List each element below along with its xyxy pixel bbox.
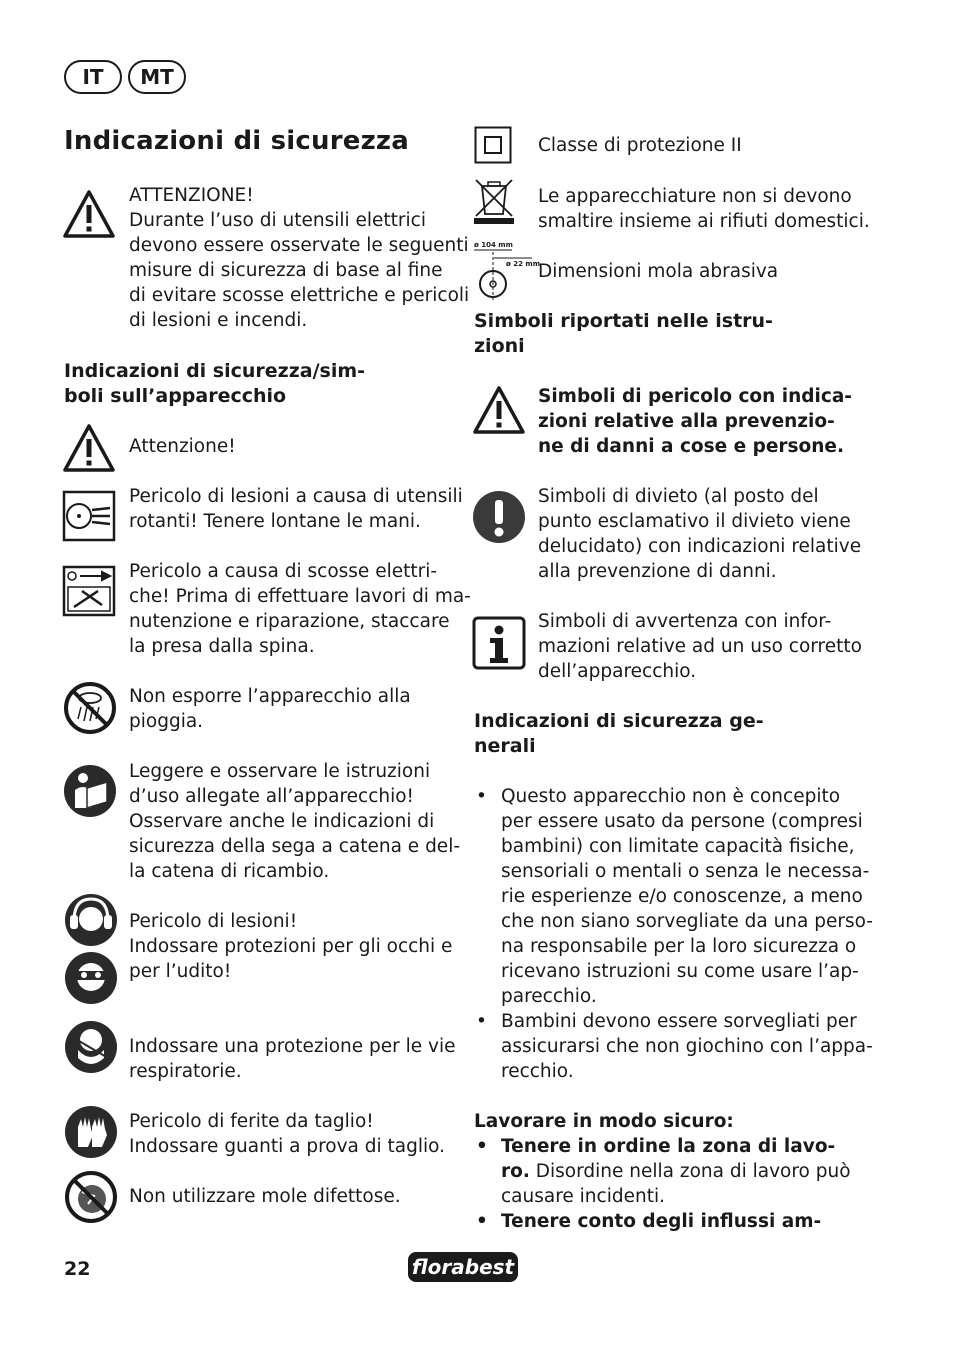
gloves-icon [64,1105,118,1159]
disc-outer-dimension: ø 104 mm [474,241,513,249]
work-safely-heading: Lavorare in modo sicuro: [474,1111,734,1132]
item-eye-ear-protection-text: Pericolo di lesioni! Indossare protezioni per gli occhi e per l’udito! [129,911,453,982]
no-rain-icon [63,681,117,735]
ear-protection-icon [64,893,118,947]
read-manual-icon [63,764,117,818]
page-number: 22 [64,1258,91,1280]
list-item: • Bambini devono essere sorvegliati per assicurarsi che non giochino con l’appa- recchio. [474,1009,874,1084]
page-title: Indicazioni di sicurezza [64,126,409,156]
section-heading-device-symbols: Indicazioni di sicurezza/sim- boli sull’apparecchio [64,360,366,407]
warning-triangle-icon [62,422,116,476]
prohibition-symbols-text: Simboli di divieto (al posto del punto esclamativo il divieto viene delucidato) con indicazioni relative alla prevenzione di danni. [538,486,862,582]
prohibition-exclamation-icon [472,490,526,544]
section-heading-general-safety: Indicazioni di sicurezza ge- nerali [474,710,764,757]
respiratory-mask-icon [64,1020,118,1074]
eye-protection-icon [64,951,118,1005]
list-item: • Tenere in ordine la zona di lavo- ro. Disordine nella zona di lavoro può causare incidenti. [474,1134,874,1209]
warning-intro-text: ATTENZIONE! Durante l’uso di utensili elettrici devono essere osservate le seguenti misure di sicurezza di base al fine di evitare scosse elettriche e pericoli di lesioni e incendi. [129,185,470,331]
section-heading-instruction-symbols: Simboli riportati nelle istru- zioni [474,310,773,357]
warning-triangle-icon [472,384,526,438]
item-rotating-tools-text: Pericolo di lesioni a causa di utensili rotanti! Tenere lontane le mani. [129,486,463,532]
warning-triangle-icon [62,188,116,242]
item-read-manual-text: Leggere e osservare le istruzioni d’uso allegate all’apparecchio! Osservare anche le indicazioni di sicurezza della sega a catena e del- la catena di ricambio. [129,761,461,882]
brand-logo: florabest [408,1252,518,1282]
info-icon [472,616,526,670]
crossed-bin-icon [474,178,514,224]
item-no-rain-text: Non esporre l’apparecchio alla pioggia. [129,686,411,732]
item-attention-text: Attenzione! [129,436,236,457]
protection-class-ii-icon [474,126,512,164]
item-electric-shock-text: Pericolo a causa di scosse elettri- che! Prima di effettuare lavori di ma- nutenzione e riparazione, staccare la presa dalla spina. [129,561,471,657]
general-safety-list [474,784,874,1084]
disc-inner-dimension: ø 22 mm [506,260,541,268]
language-tabs [64,60,186,94]
electric-shock-plug-icon [62,565,116,619]
item-gloves-text: Pericolo di ferite da taglio! Indossare guanti a prova di taglio. [129,1111,446,1157]
item-respiratory-text: Indossare una protezione per le vie respiratorie. [129,1036,456,1082]
item-defective-disc-text: Non utilizzare mole difettose. [129,1186,401,1207]
disc-dimensions-icon [472,238,541,304]
work-safely-list [474,1134,874,1234]
lang-tab-it: IT [64,60,122,94]
disc-dimensions-text: Dimensioni mola abrasiva [538,261,779,282]
list-item: • Questo apparecchio non è concepito per essere usato da persone (compresi bambini) con limitate capacità fisiche, sensoriali o mentali o senza le necessa- rie esperienze e/o conoscenze, a meno che non siano sorvegliate da una perso- na responsabile per la loro sicurezza o ricevano istruzioni su come usare l’ap- parecchio. [474,784,874,1009]
protection-class-text: Classe di protezione II [538,135,742,156]
lang-tab-mt: MT [128,60,186,94]
rotating-tool-icon [62,490,116,544]
disposal-text: Le apparecchiature non si devono smaltire insieme ai rifiuti domestici. [538,186,870,232]
list-item: • Tenere conto degli influssi am- [474,1209,874,1234]
danger-symbols-text: Simboli di pericolo con indica- zioni relative alla prevenzio- ne di danni a cose e persone. [538,386,852,457]
warning-info-symbols-text: Simboli di avvertenza con infor- mazioni relative ad un uso corretto dell’apparecchio. [538,611,862,682]
no-defective-disc-icon [64,1170,118,1224]
